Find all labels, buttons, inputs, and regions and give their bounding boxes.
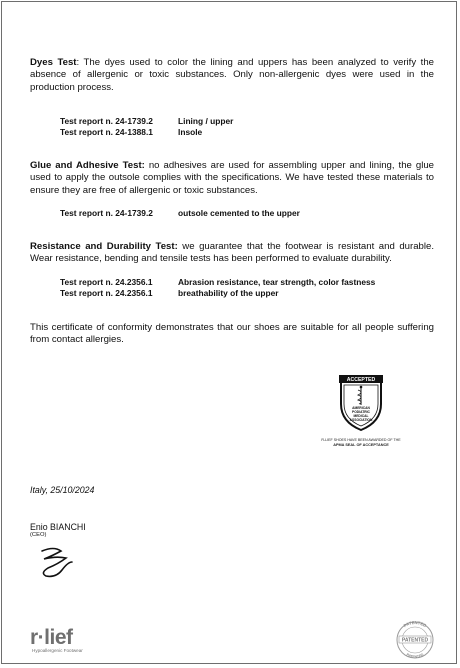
report-line xyxy=(60,277,375,288)
seal-caption-line2: APMA SEAL OF ACCEPTANCE xyxy=(333,443,389,447)
report-number: Test report n. 24-1388.1 xyxy=(60,127,153,137)
patent-top-text: PATENTED xyxy=(402,619,428,629)
resistance-test-paragraph xyxy=(30,241,434,266)
seal-banner: ACCEPTED xyxy=(346,377,376,383)
resistance-test-heading: Resistance and Durability Test: xyxy=(30,241,178,252)
dyes-test-heading: Dyes Test xyxy=(30,57,77,68)
patented-badge-icon xyxy=(392,619,438,659)
report-number: Test report n. 24-1739.2 xyxy=(60,208,153,218)
signature-icon xyxy=(36,542,86,580)
report-subject: Lining / upper xyxy=(178,116,234,126)
place-date: Italy, 25/10/2024 xyxy=(30,485,95,495)
seal-caption-line1: R-LIEF SHOES HAVE BEEN AWARDED OF THE xyxy=(321,438,401,442)
dyes-test-paragraph xyxy=(30,57,434,94)
svg-text:PATENTED xyxy=(406,652,425,659)
report-line xyxy=(60,127,202,138)
signer-role: (CEO) xyxy=(30,532,47,538)
report-line xyxy=(60,116,233,127)
signer-name: Enio BIANCHI xyxy=(30,522,86,532)
logo-wordmark: r·lief xyxy=(30,626,73,649)
report-number: Test report n. 24-1739.2 xyxy=(60,116,153,126)
apma-seal xyxy=(320,374,402,448)
conclusion-paragraph: This certificate of conformity demonstrates that our shoes are suitable for all people suffering from contact allergies. xyxy=(30,322,434,346)
seal-org-line: PODIATRIC xyxy=(352,410,370,414)
report-subject: outsole cemented to the upper xyxy=(178,208,300,218)
rlief-logo xyxy=(30,628,83,653)
logo-tagline: Hypoallergenic Footwear xyxy=(32,648,83,653)
glue-test-text: no adhesives are used for assembling upper and lining, the glue used to apply the outsole complies with the specifications. We have tested these materials to ensure they are free of allergenic or toxic substances. xyxy=(30,160,434,196)
seal-org-line: ASSOCIATION xyxy=(349,418,373,422)
report-subject: breathability of the upper xyxy=(178,288,279,298)
report-number: Test report n. 24.2356.1 xyxy=(60,288,153,298)
report-subject: Insole xyxy=(178,127,203,137)
glue-test-paragraph xyxy=(30,160,434,197)
seal-org-line: MEDICAL xyxy=(353,414,369,418)
patent-bottom-text: PATENTED xyxy=(405,652,425,659)
seal-org-line: AMERICAN xyxy=(352,406,370,410)
report-line xyxy=(60,288,279,299)
seal-caption xyxy=(320,438,402,448)
glue-test-heading: Glue and Adhesive Test: xyxy=(30,160,145,171)
resistance-test-text: we guarantee that the footwear is resistant and durable. Wear resistance, bending and tensile tests has been performed to evaluate durability. xyxy=(30,241,434,265)
patent-middle-text: PATENTED xyxy=(401,637,429,644)
certificate-page xyxy=(1,1,457,664)
apma-shield-icon xyxy=(338,374,384,432)
report-number: Test report n. 24.2356.1 xyxy=(60,277,153,287)
report-line xyxy=(60,208,300,219)
report-subject: Abrasion resistance, tear strength, color fastness xyxy=(178,277,376,287)
dyes-test-text: : The dyes used to color the lining and uppers has been analyzed to verify the absence of allergenic or toxic substances. Only non-allergenic dyes were used in the production process. xyxy=(30,57,435,93)
